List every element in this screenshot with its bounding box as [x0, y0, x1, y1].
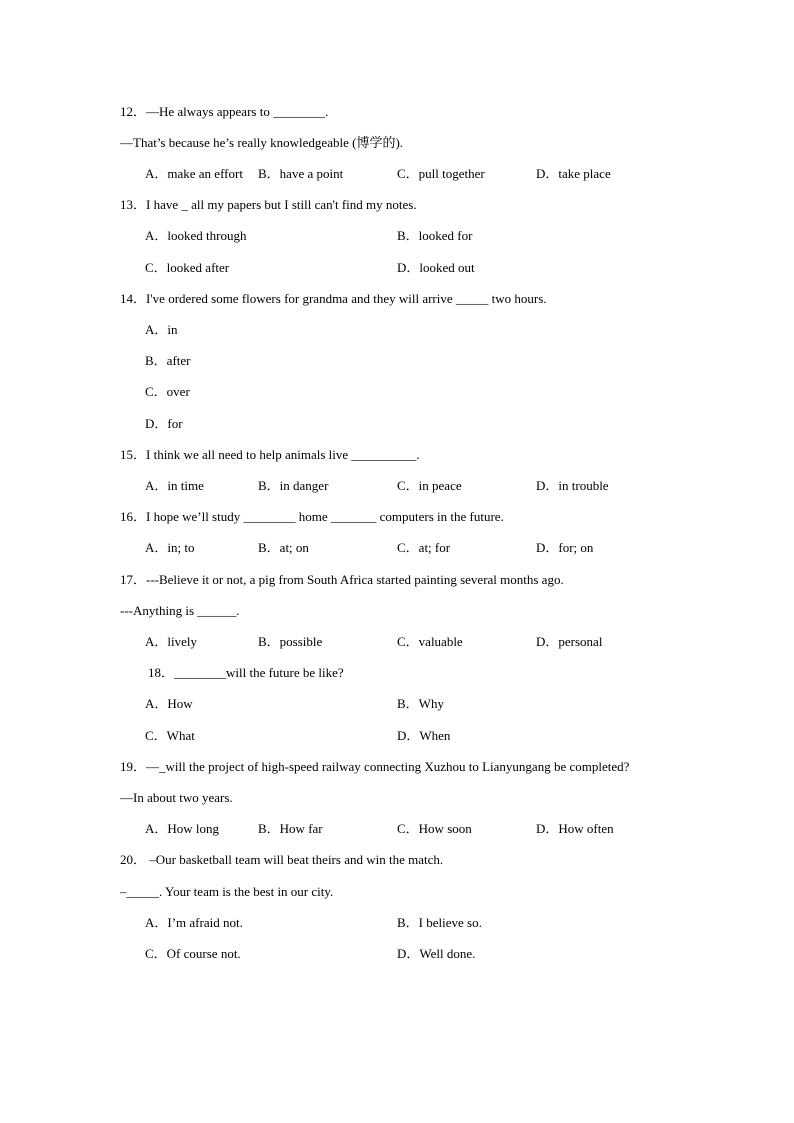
question-13-option-d: D．looked out: [397, 260, 475, 275]
question-15-option-a: A．in time: [145, 478, 204, 493]
question-12-option-d: D．take place: [536, 166, 611, 181]
question-20-option-c: C．Of course not.: [145, 946, 241, 961]
question-17-option-c: C．valuable: [397, 634, 463, 649]
question-19-option-c: C．How soon: [397, 821, 472, 836]
question-18-option-a: A．How: [145, 696, 193, 711]
question-13-stem: 13．I have _ all my papers but I still can't find my notes.: [120, 197, 417, 212]
question-12-option-b: B．have a point: [258, 166, 344, 181]
question-18-stem: 18．________will the future be like?: [148, 665, 344, 680]
question-16-option-b: B．at; on: [258, 540, 309, 555]
question-17-reply: ---Anything is ______.: [120, 603, 240, 618]
question-19-reply: —In about two years.: [120, 790, 233, 805]
question-15-option-d: D．in trouble: [536, 478, 609, 493]
question-16-option-d: D．for; on: [536, 540, 594, 555]
question-17-option-b: B．possible: [258, 634, 323, 649]
question-13-option-c: C．looked after: [145, 260, 230, 275]
question-18-option-d: D．When: [397, 728, 451, 743]
question-15-option-b: B．in danger: [258, 478, 329, 493]
question-19-stem: 19．—_will the project of high-speed railway connecting Xuzhou to Lianyungang be completed?: [120, 759, 630, 774]
question-13-option-a: A．looked through: [145, 228, 247, 243]
question-15-stem: 15．I think we all need to help animals live __________.: [120, 447, 420, 462]
question-14-option-d: D．for: [145, 416, 183, 431]
question-16-option-a: A．in; to: [145, 540, 195, 555]
question-15-option-c: C．in peace: [397, 478, 462, 493]
question-13-option-b: B．looked for: [397, 228, 473, 243]
question-12-stem: 12．—He always appears to ________.: [120, 104, 329, 119]
question-17-stem: 17．---Believe it or not, a pig from South Africa started painting several months ago.: [120, 572, 564, 587]
question-14-stem: 14．I've ordered some flowers for grandma and they will arrive _____ two hours.: [120, 291, 547, 306]
question-20-reply: –_____. Your team is the best in our city.: [120, 884, 334, 899]
question-20-option-b: B．I believe so.: [397, 915, 482, 930]
question-20-option-d: D．Well done.: [397, 946, 476, 961]
question-20-option-a: A．I’m afraid not.: [145, 915, 243, 930]
question-14-option-c: C．over: [145, 384, 190, 399]
question-17-option-a: A．lively: [145, 634, 197, 649]
question-14-option-b: B．after: [145, 353, 191, 368]
question-12-option-a: A．make an effort: [145, 166, 243, 181]
question-19-option-d: D．How often: [536, 821, 614, 836]
question-12-option-c: C．pull together: [397, 166, 485, 181]
question-18-option-b: B．Why: [397, 696, 444, 711]
question-18-option-c: C．What: [145, 728, 195, 743]
question-20-stem: 20． –Our basketball team will beat theirs and win the match.: [120, 852, 444, 867]
question-12-reply: —That’s because he’s really knowledgeable (博学的).: [120, 135, 404, 150]
question-19-option-b: B．How far: [258, 821, 323, 836]
question-17-option-d: D．personal: [536, 634, 603, 649]
question-14-option-a: A．in: [145, 322, 178, 337]
question-16-option-c: C．at; for: [397, 540, 451, 555]
question-16-stem: 16．I hope we’ll study ________ home _______ computers in the future.: [120, 509, 504, 524]
question-19-option-a: A．How long: [145, 821, 220, 836]
